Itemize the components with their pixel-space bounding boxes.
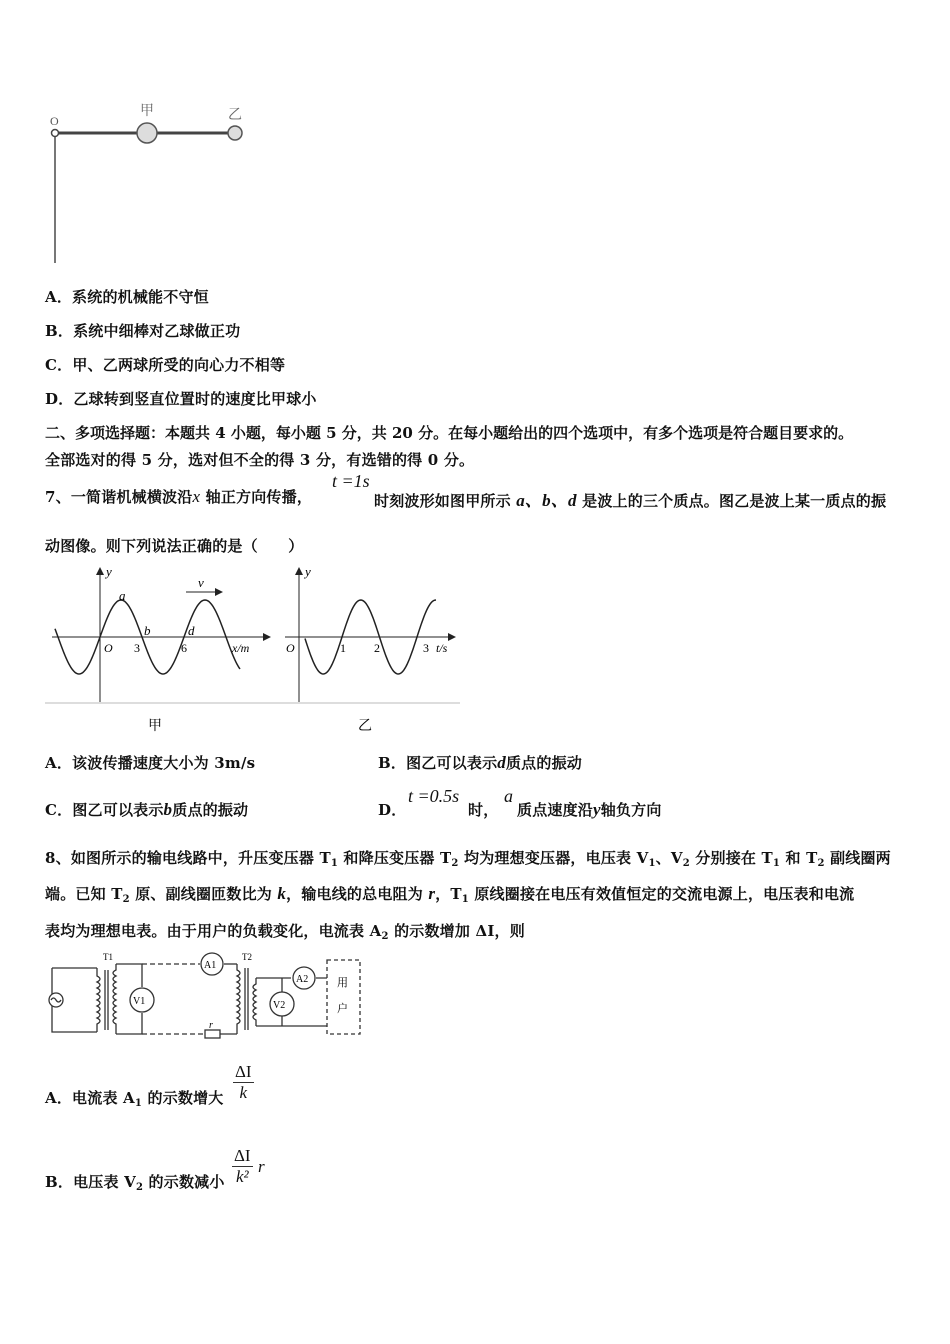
q8-l1-4: 均为理想变压器，电压表 V [458, 849, 649, 867]
q8-l1-5: 1 [648, 858, 656, 869]
rod-label-o: O [50, 114, 59, 128]
q8-l2-2: 原、副线圈匝数比为 [129, 885, 278, 903]
label-a2: A2 [296, 974, 309, 985]
q7-option-d-label: D． [378, 801, 407, 819]
jia-point-d: d [188, 623, 195, 638]
q7-option-b-post: 质点的振动 [505, 754, 582, 772]
label-t1: T1 [103, 952, 113, 962]
yi-tick-1: 1 [340, 641, 346, 655]
q8-l2-3: k [277, 884, 287, 903]
q7-option-d-time: t =0.5s [408, 786, 460, 806]
q8-option-b-num: ΔI [234, 1146, 251, 1165]
t1-primary-coil [97, 968, 100, 1032]
q7-stem-line1 [45, 486, 312, 507]
q7-option-c-pre: C．图乙可以表示 [45, 801, 164, 819]
jia-caption: 甲 [148, 719, 162, 734]
q7-time-equation: t =1s [332, 471, 370, 491]
q7-axis-x: x [192, 487, 201, 506]
q8-option-a-den: k [239, 1083, 248, 1102]
jia-point-b: b [144, 623, 151, 638]
q8-l2-4: ，输电线的总电阻为 [286, 885, 429, 903]
q8-l2-6: ，T [435, 885, 462, 903]
q7-mid3: 是波上的三个质点。图乙是波上某一质点的振 [576, 492, 887, 510]
q8-l1-12: 副线圈两 [824, 849, 891, 867]
q7-option-d-y: y [593, 800, 601, 819]
jia-tick-6: 6 [181, 641, 187, 655]
jia-tick-3: 3 [134, 641, 140, 655]
q7-prefix: 7、一简谐机械横波沿 [45, 488, 193, 506]
q8-stem-line2 [45, 883, 854, 905]
q7-option-d[interactable] [378, 799, 406, 820]
t2-primary-coil [237, 964, 240, 1034]
q8-l1-1: 1 [330, 858, 338, 869]
ball-jia [137, 123, 157, 143]
q7-option-b[interactable] [378, 752, 582, 773]
velocity-label: v [198, 575, 204, 590]
q7-option-d-rest [517, 799, 662, 820]
q8-l1-6: 、V [655, 849, 683, 867]
q7-points: a、b、d [516, 491, 577, 510]
q8-option-a-num: ΔI [235, 1062, 252, 1081]
label-t2: T2 [242, 952, 252, 962]
pivot-circle [52, 130, 59, 137]
q7-stem-line1b [374, 486, 886, 511]
q7-option-d-a: a [504, 786, 513, 806]
section2-line2: 全部选对的得 5 分，选对但不全的得 3 分，有选错的得 0 分。 [45, 451, 475, 469]
rod-figure [40, 95, 260, 270]
q8-l2-1: 2 [122, 894, 130, 905]
q8-l2-5: r [428, 884, 436, 903]
yi-tick-3: 3 [423, 641, 429, 655]
q8-l2-0: 端。已知 T [45, 885, 123, 903]
q8-option-b-r: r [258, 1157, 265, 1176]
q8-l2-7: 1 [461, 894, 469, 905]
q8-l1-0: 8、如图所示的输电线路中，升压变压器 T [45, 849, 331, 867]
q7-option-b-pre: B．图乙可以表示 [378, 754, 498, 772]
q8-l3-0: 表均为理想电表。由于用户的负载变化，电流表 A [45, 922, 382, 940]
q6-option-d[interactable]: D．乙球转到竖直位置时的速度比甲球小 [45, 390, 317, 408]
yi-origin-label: O [286, 641, 295, 655]
q6-option-c[interactable]: C．甲、乙两球所受的向心力不相等 [45, 356, 286, 374]
q8-option-a-post: 的示数增大 [142, 1089, 224, 1107]
q8-l1-11: 2 [817, 858, 825, 869]
label-v2: V2 [273, 1000, 286, 1011]
q8-stem-line1 [45, 847, 891, 869]
user-box [327, 960, 360, 1034]
q6-option-a[interactable]: A．系统的机械能不守恒 [45, 288, 209, 306]
q8-l3-2: 的示数增加 ΔI，则 [388, 922, 525, 940]
circuit-figure [42, 950, 367, 1042]
jia-y-label: y [106, 564, 112, 579]
q7-mid2: 时刻波形如图甲所示 [374, 492, 517, 510]
q8-l1-10: 和 T [780, 849, 818, 867]
q7-option-c-var: b [163, 800, 173, 819]
q8-option-b-post: 的示数减小 [143, 1173, 225, 1191]
q7-option-a[interactable]: A．该波传播速度大小为 3m/s [45, 754, 256, 772]
jia-origin-label: O [104, 641, 113, 655]
label-v1: V1 [133, 996, 146, 1007]
label-a1: A1 [204, 960, 217, 971]
q8-option-a-pre: A．电流表 A [45, 1089, 135, 1107]
q8-l1-8: 分别接在 T [689, 849, 773, 867]
q8-l1-7: 2 [682, 858, 690, 869]
q8-option-a-fraction [233, 1062, 254, 1103]
label-user-bottom: 户 [337, 1003, 348, 1015]
q8-option-b-pre: B．电压表 V [45, 1173, 136, 1191]
q8-l1-9: 1 [772, 858, 781, 869]
q7-option-c-post: 质点的振动 [172, 801, 249, 819]
rod-label-jia: 甲 [140, 104, 154, 119]
yi-y-label: y [305, 564, 311, 579]
q7-option-d-mid: 时， [468, 801, 499, 819]
q7-option-d-post1: 质点速度沿 [517, 801, 594, 819]
rod-label-yi: 乙 [228, 108, 242, 123]
jia-x-label: x/m [232, 641, 250, 655]
resistor-r [205, 1030, 220, 1038]
q8-option-b-sub: 2 [135, 1182, 144, 1193]
yi-caption: 乙 [358, 719, 372, 734]
q8-option-a[interactable] [45, 1087, 224, 1109]
q8-l2-8: 原线圈接在电压有效值恒定的交流电源上，电压表和电流 [468, 885, 855, 903]
q7-option-c[interactable] [45, 799, 248, 820]
q8-stem-line3 [45, 920, 525, 942]
q6-option-b[interactable]: B．系统中细棒对乙球做正功 [45, 322, 241, 340]
yi-tick-2: 2 [374, 641, 380, 655]
section2-line1: 二、多项选择题：本题共 4 小题，每小题 5 分，共 20 分。在每小题给出的四个选项中，有多个选项是符合题目要求的。 [45, 424, 854, 442]
jia-point-a: a [119, 588, 126, 603]
q7-option-d-post2: 轴负方向 [600, 801, 662, 819]
label-user-top: 用 [337, 977, 348, 989]
label-r: r [209, 1020, 213, 1031]
q7-stem-line2: 动图像。则下列说法正确的是（ ） [45, 537, 304, 555]
q8-option-b[interactable] [45, 1171, 225, 1193]
wave-figures [40, 562, 465, 742]
q8-l1-2: 和降压变压器 T [338, 849, 452, 867]
q8-option-b-fraction [232, 1146, 253, 1187]
q8-l1-3: 2 [451, 858, 459, 869]
q8-option-a-sub: 1 [134, 1098, 143, 1109]
q7-mid1: 轴正方向传播， [200, 488, 313, 506]
ball-yi [228, 126, 242, 140]
q8-l3-1: 2 [381, 931, 389, 942]
yi-x-label: t/s [436, 641, 448, 655]
t2-secondary-coil [253, 978, 256, 1026]
q8-option-b-den: k² [235, 1167, 249, 1186]
t1-secondary-coil [113, 964, 116, 1034]
q7-option-b-var: d [497, 753, 506, 772]
